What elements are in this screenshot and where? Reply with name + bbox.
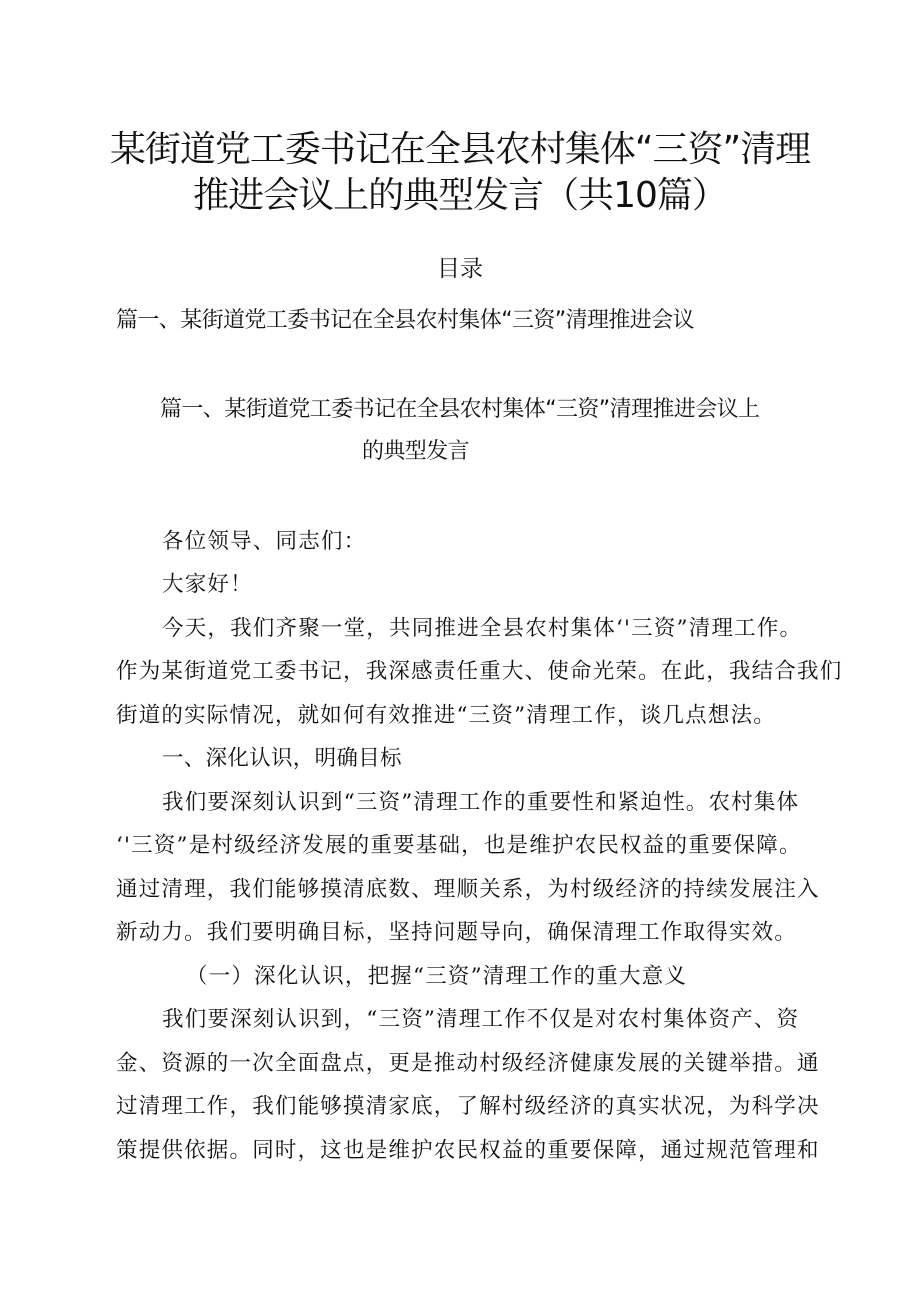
section-title-line-1: 篇一、某街道党工委书记在全县农村集体“三资”清理推进会议上 [160, 397, 760, 422]
toc-item[interactable]: 篇一、某街道党工委书记在全县农村集体“三资”清理推进会议 [116, 308, 694, 333]
paragraph-2-line: 我们要深刻认识到，“三资”清理工作不仅是对农村集体资产、资 [162, 1007, 800, 1032]
greeting: 大家好！ [162, 572, 253, 597]
intro-line: 街道的实际情况，就如何有效推进“三资”清理工作，谈几点想法。 [116, 703, 776, 728]
paragraph-1-line: ‘'三资”是村级经济发展的重要基础，也是维护农民权益的重要保障。 [116, 833, 802, 858]
salutation: 各位领导、同志们： [162, 529, 367, 554]
section-title-line-2: 的典型发言 [362, 439, 470, 464]
heading-1: 一、深化认识，明确目标 [162, 746, 402, 771]
toc-heading: 目录 [437, 256, 483, 282]
paragraph-1-line: 通过清理，我们能够摸清底数、理顺关系，为村级经济的持续发展注入 [116, 877, 820, 902]
intro-line: 作为某街道党工委书记，我深感责任重大、使命光荣。在此，我结合我们 [116, 659, 843, 684]
paragraph-1-line: 新动力。我们要明确目标，坚持问题导向，确保清理工作取得实效。 [116, 920, 798, 945]
intro-line: 今天，我们齐聚一堂，共同推进全县农村集体‘'三资”清理工作。 [162, 616, 803, 641]
paragraph-2-line: 金、资源的一次全面盘点，更是推动村级经济健康发展的关键举措。通 [116, 1051, 820, 1076]
sub-heading-1: （一）深化认识，把握“三资”清理工作的重大意义 [186, 964, 688, 989]
paragraph-2-line: 策提供依据。同时，这也是维护农民权益的重要保障，通过规范管理和 [116, 1138, 820, 1163]
document-title-line-1: 某街道党工委书记在全县农村集体“三资”清理 [109, 129, 811, 170]
paragraph-2-line: 过清理工作，我们能够摸清家底，了解村级经济的真实状况，为科学决 [116, 1094, 820, 1119]
paragraph-1-line: 我们要深刻认识到“三资”清理工作的重要性和紧迫性。农村集体 [162, 790, 800, 815]
document-title-line-2: 推进会议上的典型发言（共10篇） [193, 175, 727, 216]
